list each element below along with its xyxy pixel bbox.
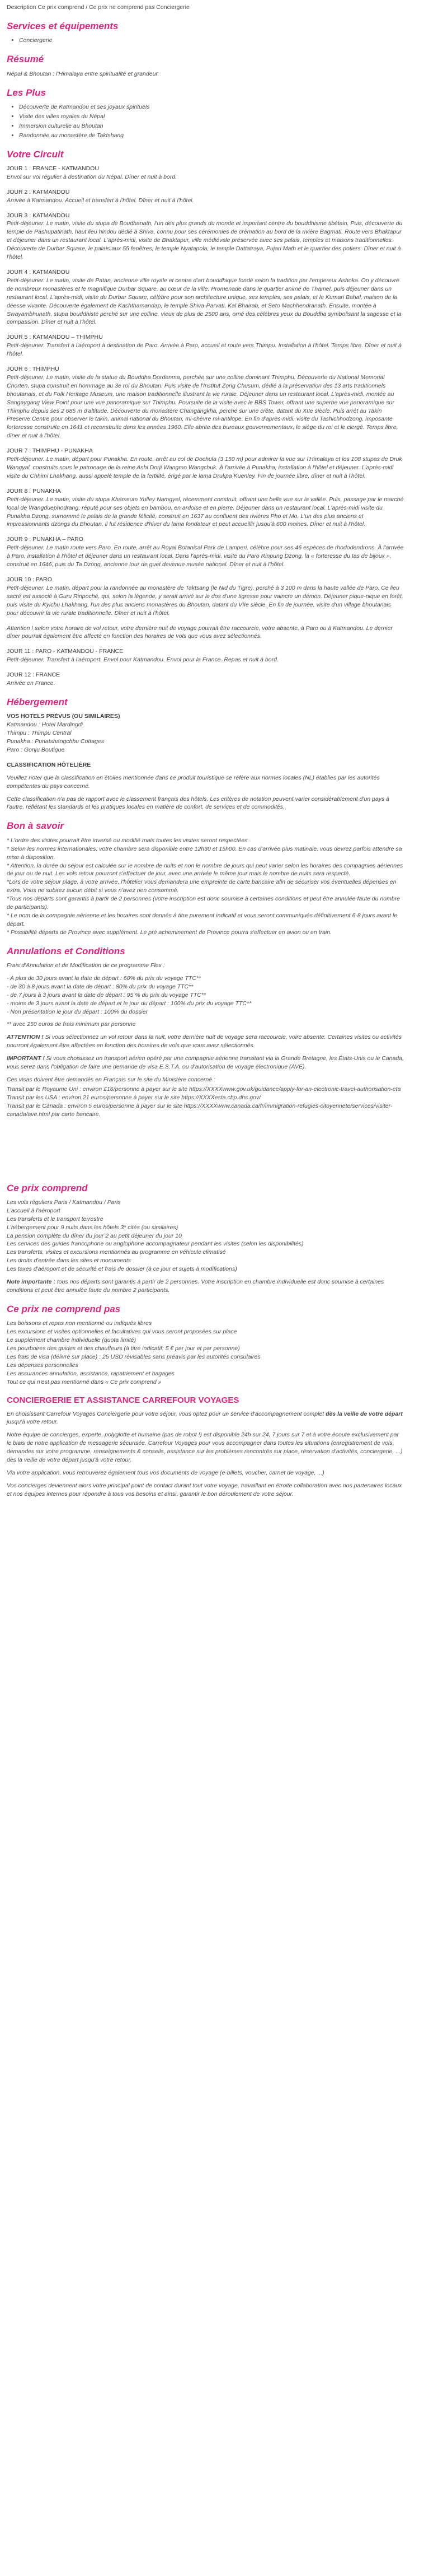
hotel-item: Katmandou : Hotel Mardingdi [7,721,83,729]
bon-item: * Le nom de la compagnie aérienne et les horaires sont donnés à titre purement indicatif et vous seront communiqués définitivement 6-8 jours avant le départ. [7,912,398,927]
circuit-day [7,535,404,569]
comprend-item: L'accueil à l'aéroport [7,1207,60,1214]
important-paragraph [7,1054,404,1071]
circuit-day [7,188,404,205]
bon-item: * Selon les normes internationales, votre chambre sera disponible entre 12h30 et 15h00. En cas d'arrivée plus matinale, vous devrez parfois attendre sa mise à disposition. [7,845,402,861]
comprend-item: Les taxes d'aéroport et de sécurité et frais de dossier (à ce jour et sujets à modifications) [7,1266,237,1273]
circuit-day [7,647,404,664]
comprend-item: L'hébergement pour 9 nuits dans les hôtels 3* cités (ou similaires) [7,1224,178,1231]
comprend-item: Les transferts et le transport terrestre [7,1215,103,1222]
visa-intro: Ces visas doivent être demandés en Français sur le site du Ministère concerné : [7,1076,215,1084]
day-text: Petit-déjeuner. Transfert à l'aéroport. Envol pour Katmandou. Envol pour la France. Repas et nuit à bord. [7,656,279,664]
tabs-line: Description Ce prix comprend / Ce prix ne comprend pas Conciergerie [7,4,190,11]
day-title: JOUR 12 : FRANCE [7,671,60,679]
day-title: JOUR 7 : THIMPHU - PUNAKHA [7,447,93,455]
comprend-item: Les vols réguliers Paris / Katmandou / Paris [7,1198,121,1206]
conciergerie-p1-a: En choisissant Carrefour Voyages Conciergerie pour votre séjour, vous optez pour un service d'accompagnement complet [7,1410,326,1417]
visa-line: Transit par le Canada : environ 5 euros/personne à payer sur le site https://XXXXwww.canada.ca/fr/immigration-refugies-citoyennete/services/visiter-canada/ave.html par carte bancaire. [7,1102,393,1118]
day-text: Arrivée en France. [7,680,55,687]
highlight-item: • Visite des villes royales du Népal [19,113,404,121]
day-text: Petit-déjeuner. Le matin, visite du stupa Khamsum Yulley Namgyel, récemment construit, offrant une belle vue sur la vallée. Puis, passage par le marché local de Wangduephodrang, réputé pour ses objets en bambou, en ardoise et en pierre. Déjeuner dans un restaurant local. L'après-midi visite du Punakha Dzong, surnommé le palais de la grande félicité, construit en 1637 au confluent des rivières Pho et Mo. L'un des plus anciens et impressionnants dzongs du Bhoutan, il fut résidence d'hiver du lama fondateur et peut accueillir jusqu'à 600 moines. Dîner et nuit à l'hôtel. [7,496,404,528]
day-text: Petit-déjeuner. Le matin route vers Paro. En route, arrêt au Royal Botanical Park de Lamperi, célèbre pour ses 46 espèces de rhododendrons. À l'arrivée à Paro, installation à l'hôtel et déjeuner dans un restaurant local. Dans l'après-midi, visite du Paro Rinpung Dzong, la « forteresse du tas de bijoux », construit en 1646, puis du Ta Dzong, ancienne tour de guet devenue musée national. Dîner et nuit à l'hôtel. [7,544,404,568]
comprend-list [7,1198,404,1273]
day-title: JOUR 3 : KATMANDOU [7,212,70,219]
annulation-intro: Frais d'Annulation et de Modification de ce programme Flex : [7,962,165,969]
hotel-item: Thimpu : Thimpu Central [7,730,72,737]
conciergerie-title: CONCIERGERIE ET ASSISTANCE CARREFOUR VOYAGES [7,1395,239,1405]
ne-comprend-item: Les frais de visa (délivré sur place) : 25 USD révisables sans préavis par les autorités consulaires [7,1353,261,1360]
comprend-note [7,1278,404,1295]
bon-item: * Possibilité départs de Province avec supplément. Le pré acheminement de Province pourra s'effectuer en avion ou en train. [7,928,332,936]
hotel-item: Punakha : Punatshangchhu Cottages [7,738,104,745]
comprend-item: Les transferts, visites et excursions mentionnés au programme en véhicule climatisé [7,1249,226,1256]
annulation-footnote: ** avec 250 euros de frais minimum par personne [7,1021,136,1028]
conciergerie-p4: Vos concierges deviennent alors votre principal point de contact durant tout votre voyage, travaillant en étroite collaboration avec nos partenaires locaux et nos équipes internes pour répondre à tous vos besoins et ainsi, garantir le bon déroulement de votre séjour. [7,1482,402,1497]
highlight-item: • Immersion culturelle au Bhoutan [19,122,404,130]
attention-label: ATTENTION ! [7,1034,44,1041]
attention-text: Si vous sélectionnez un vol retour dans la nuit, votre dernière nuit de voyage sera raccourcie, voire absente. Certaines visites ou activités pourront également être affectées en fonction des horaires de vols que vous avez sélectionnés. [7,1034,402,1049]
ne-comprend-item: Les dépenses personnelles [7,1361,78,1369]
bon-item: * L'ordre des visites pourrait être inversé ou modifié mais toutes les visites seront respectées. [7,837,249,844]
annulation-title: Annulations et Conditions [7,945,125,956]
circuit-day [7,624,404,641]
comprend-item: Les services des guides francophone ou anglophone accompagnateur pendant les visites (selon les disponibilités) [7,1240,304,1248]
annulation-list [7,974,404,1016]
services-title: Services et équipements [7,20,119,31]
highlights-list [7,103,404,140]
circuit-day [7,447,404,480]
hebergement-title: Hébergement [7,696,68,707]
day-title: JOUR 10 : PARO [7,576,52,583]
circuit-day [7,487,404,529]
bon-item: *Lors de votre séjour plage, à votre arrivée, l'hôtelier vous demandera une empreinte de carte bancaire afin de sécuriser vos éventuelles dépenses en extra. Vous ne subirez aucun débit si vous n'avez rien consommé. [7,879,397,894]
bon-title: Bon à savoir [7,820,64,832]
bon-item: *Tous nos départs sont garantis à partir de 2 personnes (votre inscription est donc soumise à certaines conditions et peut être annulée faute du nombre de participants). [7,895,400,911]
ne-comprend-item: Les boissons et repas non mentionné ou indiqués libres [7,1320,152,1327]
circuit-day [7,268,404,326]
comprend-item: La pension complète du dîner du jour 2 au petit déjeuner du jour 10 [7,1232,182,1239]
circuit-day [7,671,404,688]
bon-item: * Attention, la durée du séjour est calculée sur le nombre de nuits et non le nombre de jours qui peut varier selon les horaires des compagnies aériennes de jour ou de nuit. Les vols retour pourront s'effectuer de jour, avec une arrivée le même jour mais le nombre de nuits sera respecté. [7,862,403,878]
comprend-title: Ce prix comprend [7,1182,88,1193]
day-title: JOUR 5 : KATMANDOU – THIMPHU [7,334,103,341]
annulation-item: - Non présentation le jour du départ : 100% du dossier [7,1008,148,1015]
highlight-item: • Randonnée au monastère de Taktshang [19,132,404,140]
annulation-item: - de 7 jours à 3 jours avant la date de départ : 95 % du prix du voyage TTC** [7,991,206,998]
ne-comprend-title: Ce prix ne comprend pas [7,1303,121,1314]
day-title: JOUR 11 : PARO - KATMANDOU - FRANCE [7,648,124,655]
circuit-day [7,576,404,618]
visa-line: Transit par le Royaume Uni : environ £16/personne à payer sur le site https://XXXXwww.gov.uk/guidance/apply-for-an-electronic-travel-authorisation-eta [7,1085,401,1093]
conciergerie-p3: Via votre application, vous retrouverez également tous vos documents de voyage (e-billets, voucher, carnet de voyage, ...) [7,1469,324,1476]
bon-list [7,837,404,937]
day-text: Petit-déjeuner. Le matin, visite de la statue du Bouddha Dordenma, perchée sur une colline dominant Thimphu. Découverte du National Memorial Chorten, stupa construit en hommage au 3e roi du Bhoutan. Puis visite de l'Institut Zorig Chusum, dédié à la préservation des 13 arts traditionnels bhoutanais, et du Folk Heritage Museum, une maison traditionnelle illustrant la vie rurale. Déjeuner dans un restaurant local. L'après-midi, montée au Sangaygang View Point pour une vue panoramique sur Thimphu. Poursuite de la visite avec le BBS Tower, offrant une superbe vue panoramique sur Thimphu depuis ses 2 685 m d'altitude. Découverte du monastère Changangkha, perché sur une crête, datant du XIIe siècle. Puis arrêt au Takin Preserve Centre pour observer le takin, animal national du Bhoutan, mi-chèvre mi-antilope. En fin d'après-midi, visite du Tashichhodzong, imposante forteresse construite en 1641 et reconstruite dans les années 1960. Elle abrite des bureaux gouvernementaux, le siège du roi et le clergé. Temps libre, dîner et nuit à l'hôtel. [7,374,398,440]
comprend-item: Les droits d'entrée dans les sites et monuments [7,1257,131,1264]
classification-text-2: Cette classification n'a pas de rapport avec le classement français des hôtels. Les critères de notation peuvent varier considérablement d'un pays à l'autre, reflétant les standards et les pratiques locales en matière de confort, de services et de commodités. [7,795,389,811]
highlight-item: • Découverte de Katmandou et ses joyaux spirituels [19,103,404,111]
annulation-item: - de 30 à 8 jours avant la date de départ : 80% du prix du voyage TTC** [7,983,194,990]
day-title: JOUR 9 : PUNAKHA – PARO [7,536,83,543]
hotels-subtitle: VOS HOTELS PRÉVUS (OU SIMILAIRES) [7,713,120,720]
highlights-title: Les Plus [7,87,46,98]
comprend-note-label: Note importante : [7,1278,55,1286]
circuit-day [7,212,404,262]
day-text: Attention ! selon votre horaire de vol retour, votre dernière nuit de voyage pourrait être raccourcie, votre absente, à Paro ou à Katmandou. Le dernier dîner pourrait également être affecté en fonction des horaires de vols que vous avez sélectionnés. [7,624,393,640]
service-item: • Conciergerie [19,36,404,45]
day-title: JOUR 2 : KATMANDOU [7,188,70,195]
day-title: JOUR 1 : FRANCE - KATMANDOU [7,165,99,172]
hotel-item: Paro : Gonju Boutique [7,746,65,753]
ne-comprend-list [7,1319,404,1386]
day-text: Petit-déjeuner. Le matin, départ pour la randonnée au monastère de Taktsang (le Nid du Tigre), perché à 3 100 m dans la haute vallée de Paro. Ce lieu sacré est associé à Guru Rinpoché, qui, selon la légende, y serait arrivé sur le dos d'une tigresse pour vaincre un démon. Déjeuner pique-nique en forêt, puis visite du Kyichu Lhakhang, l'un des plus anciens monastères du Bhoutan, datant du VIIe siècle. En fin de journée, visite d'un village bhoutanais pour découvrir la vie rurale traditionnelle. Dîner et nuit à l'hôtel. [7,584,403,617]
hotels-list [7,721,404,754]
important-text: Si vous choisissez un transport aérien opéré par une compagnie aérienne transitant via la Grande Bretagne, les États-Unis ou le Canada, vous serez dans l'obligation de faire une demande de visa E.S.T.A. ou d'autorisation de voyage électronique (AVE). [7,1055,404,1071]
ne-comprend-item: Les pourboires des guides et des chauffeurs (à titre indicatif: 5 € par jour et par personne) [7,1345,240,1352]
conciergerie-p1-b: dès la veille de votre départ [326,1410,403,1417]
circuit-day [7,333,404,358]
resume-title: Résumé [7,54,44,65]
important-label: IMPORTANT ! [7,1055,45,1062]
conciergerie-p2: Notre équipe de concierges, experte, polyglotte et humaine (pas de robot !) est disponible 24h sur 24, 7 jours sur 7 et à votre écoute exclusivement par le biais de notre application de messagerie sécurisée. Carrefour Voyages pour vous accompagner dans toutes les situations (enregistrement de vols, demandes sur votre programme, renseignements & conseils, assistance sur les problèmes rencontrés sur place, réservation d'activités, conciergerie, ...) dès la veille de votre départ jusqu'à votre retour. [7,1431,403,1464]
visa-list [7,1085,404,1119]
comprend-note-text: tous nos départs sont garantis à partir de 2 personnes. Votre inscription en chambre individuelle est donc soumise à certaines conditions et peut être annulée faute du nombre 2 participants. [7,1278,384,1294]
classification-text-1: Veuillez noter que la classification en étoiles mentionnée dans ce produit touristique se réfère aux normes locales (NL) établies par les autorités compétentes du pays concerné. [7,774,380,790]
ne-comprend-item: Tout ce qui n'est pas mentionné dans « Ce prix comprend » [7,1378,162,1385]
annulation-item: - moins de 3 jours avant la date de départ et le jour du départ : 100% du prix du voyage TTC** [7,1000,252,1007]
visa-line: Transit par les USA : environ 21 euros/personne à payer sur le site https://XXXXesta.cbp.dhs.gov/ [7,1094,261,1101]
circuit-day [7,165,404,181]
day-title: JOUR 8 : PUNAKHA [7,487,61,494]
ne-comprend-item: Le supplément chambre individuelle (quota limité) [7,1337,136,1344]
ne-comprend-item: Les assurances annulation, assistance, rapatriement et bagages [7,1370,175,1377]
day-text: Arrivée à Katmandou. Accueil et transfert à l'hôtel. Dîner et nuit à l'hôtel. [7,197,194,204]
classification-title: CLASSIFICATION HÔTELIÈRE [7,761,91,768]
circuit-title: Votre Circuit [7,148,64,160]
services-list [7,36,404,45]
day-title: JOUR 4 : KATMANDOU [7,268,70,276]
day-text: Envol sur vol régulier à destination du Népal. Dîner et nuit à bord. [7,173,177,180]
ne-comprend-item: Les excursions et visites optionnelles et facultatives qui vous seront proposées sur place [7,1328,237,1336]
annulation-item: - A plus de 30 jours avant la date de départ : 60% du prix du voyage TTC** [7,974,201,982]
resume-text: Népal & Bhoutan : l'Himalaya entre spiritualité et grandeur. [7,70,159,77]
day-text: Petit-déjeuner. Le matin, départ pour Punakha. En route, arrêt au col de Dochula (3 150 m) pour admirer la vue sur l'Himalaya et les 108 stupas de Druk Wangyal, construits sous le patronage de la reine Ashi Dorji Wangmo Wangchuk. À l'arrivée à Punakha, installation à l'hôtel et déjeuner. L'après-midi visite du Chhimi Lhakhang, aussi appelé temple de la fertilité, érigé par le lama Drukpa Kuenley. Fin de journée libre, dîner et nuit à l'hôtel. [7,456,402,479]
day-text: Petit-déjeuner. Le matin, visite de Patan, ancienne ville royale et centre d'art bouddhique fondé selon la tradition par l'empereur Ashoka. On y découvre de nombreux monastères et le magnifique Durbar Square, au cœur de la ville. Promenade dans le quartier animé de Thamel, puis déjeuner dans un restaurant local. L'après-midi, visite du Durbar Square, célèbre pour son architecture unique, ses temples, ses palais, et le Kumari Bahal, maison de la déesse vivante. Découverte également de Kashthamandap, le temple Shiva-Parvati, Kal Bhairab, et Seto Machhendranath. Ensuite, montée à Swayambhunath, stupa bouddhiste perché sur une colline, vieux de plus de 2500 ans, orné des célèbres yeux du Bouddha symbolisant la sagesse et la compassion. Dîner et nuit à l'hôtel. [7,277,402,326]
day-text: Petit-déjeuner. Transfert à l'aéroport à destination de Paro. Arrivée à Paro, accueil et route vers Thimpu. Installation à l'hôtel. Temps libre. Dîner et nuit à l'hôtel. [7,342,402,358]
conciergerie-p1 [7,1410,404,1427]
conciergerie-p1-c: jusqu'à votre retour. [7,1418,59,1426]
circuit-day [7,365,404,440]
attention-paragraph [7,1033,404,1050]
day-title: JOUR 6 : THIMPHU [7,366,59,373]
circuit-days [7,165,404,688]
day-text: Petit-déjeuner. Le matin, visite du stupa de Boudhanath, l'un des plus grands du monde et important centre du bouddhisme tibétain. Puis, découverte du temple de Pashupatinath, haut lieu hindou dédié à Shiva, connu pour ses cérémonies de crémation au bord de la rivière Bagmati. Route vers Bhaktapur et déjeuner dans un restaurant local. L'après-midi, visite de Bhaktapur, ville médiévale préservée avec ses palais, temples et maisons traditionnelles. Découverte de Durbar Square, le palais aux 55 fenêtres, le temple Nyatapola, le temple Dattatraya, Pujari Math et le quartier des potiers. Dîner et nuit à l'hôtel. [7,220,403,261]
